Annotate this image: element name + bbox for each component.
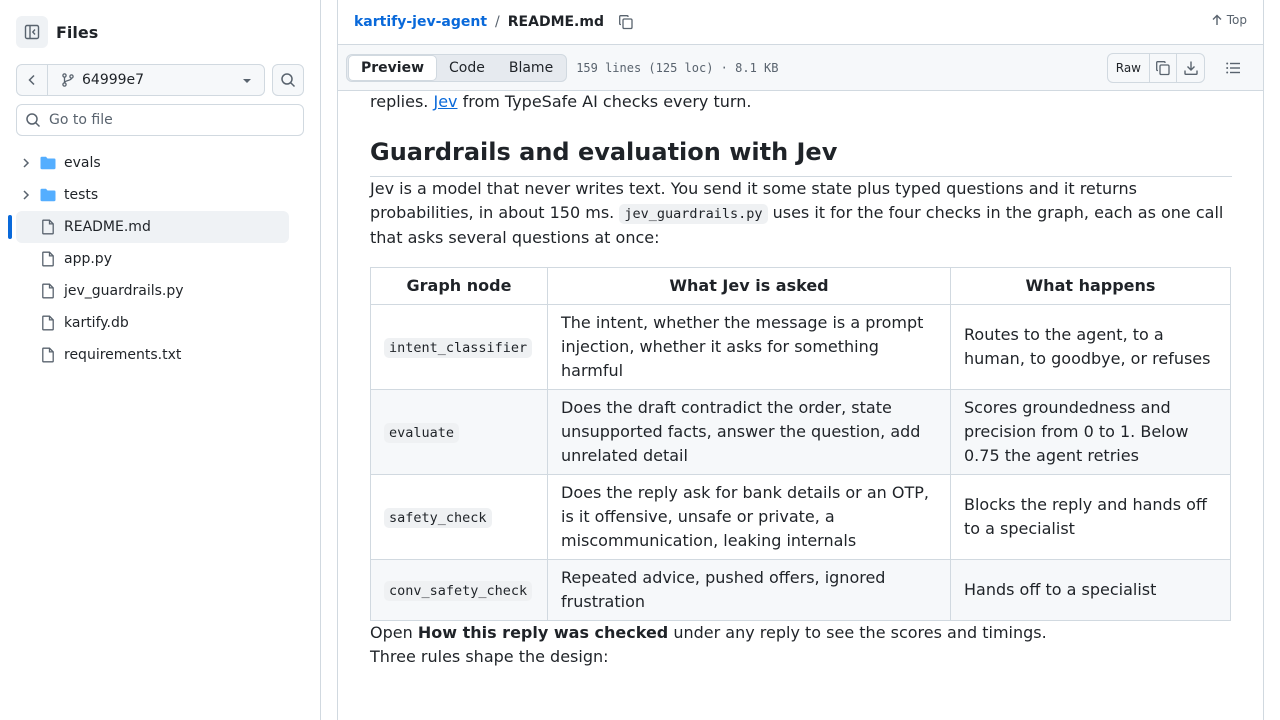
after-text-end: under any reply to see the scores and timings. (668, 623, 1047, 642)
node-code: safety_check (384, 508, 492, 528)
lead-paragraph (370, 90, 1232, 114)
tree-file-readme[interactable] (16, 211, 289, 243)
table-cell (371, 390, 548, 475)
top-link[interactable] (1211, 13, 1247, 27)
section-heading: Guardrails and evaluation with Jev (370, 137, 1232, 177)
download-button[interactable] (1177, 54, 1204, 82)
breadcrumb-repo-link[interactable]: kartify-jev-agent (354, 14, 488, 30)
file-icon (40, 283, 56, 299)
file-icon (40, 219, 56, 235)
raw-button[interactable]: Raw (1108, 54, 1150, 82)
breadcrumb-separator: / (495, 14, 500, 30)
chevron-right-icon (20, 157, 32, 169)
file-tree (16, 147, 289, 371)
tree-file-requirements[interactable] (16, 339, 289, 371)
file-icon (40, 315, 56, 331)
column-header: What happens (951, 268, 1231, 305)
tree-item-label: evals (64, 155, 101, 171)
tree-item-label: requirements.txt (64, 347, 182, 363)
go-to-file-field[interactable] (16, 104, 304, 136)
file-icon (40, 251, 56, 267)
folder-icon (40, 187, 56, 203)
table-cell: Does the reply ask for bank details or an OTP, is it offensive, unsafe or private, a miscommunication, leaking internals (548, 475, 951, 560)
jev-link[interactable]: Jev (433, 92, 458, 111)
column-header: What Jev is asked (548, 268, 951, 305)
tree-item-label: app.py (64, 251, 112, 267)
inline-code: jev_guardrails.py (619, 204, 767, 224)
top-label: Top (1226, 13, 1247, 27)
table-cell: Routes to the agent, to a human, to goodbye, or refuses (951, 305, 1231, 390)
table-cell (371, 560, 548, 621)
sidebar-header (16, 16, 98, 48)
back-button[interactable] (17, 65, 48, 95)
go-to-file-input[interactable] (49, 112, 289, 128)
table-cell: Does the draft contradict the order, state unsupported facts, answer the question, add unrelated detail (548, 390, 951, 475)
file-view (337, 0, 1264, 720)
node-code: conv_safety_check (384, 581, 532, 601)
intro-text: Jev is a model that never writes text. You send it some state plus typed questions and it returns probabilities, in about 150 ms. (370, 179, 1137, 222)
table-row (371, 305, 1231, 390)
file-meta: 159 lines (125 loc) · 8.1 KB (576, 60, 779, 75)
chevron-right-icon (20, 189, 32, 201)
sidebar-title: Files (56, 22, 99, 42)
search-button[interactable] (272, 64, 304, 96)
branch-group (16, 64, 265, 96)
caret-down-icon (242, 76, 252, 86)
checks-table (370, 267, 1231, 621)
table-cell (371, 305, 548, 390)
copy-raw-button[interactable] (1150, 54, 1177, 82)
folder-icon (40, 155, 56, 171)
file-toolbar (338, 45, 1263, 91)
table-cell: Hands off to a specialist (951, 560, 1231, 621)
tree-item-label: kartify.db (64, 315, 129, 331)
arrow-up-icon (1211, 14, 1223, 26)
table-cell: Blocks the reply and hands off to a specialist (951, 475, 1231, 560)
copy-icon (1155, 60, 1171, 76)
branch-selector[interactable] (48, 65, 264, 95)
intro-paragraph (370, 177, 1232, 250)
column-header: Graph node (371, 268, 548, 305)
list-outline-icon (1225, 60, 1241, 76)
tree-item-label: tests (64, 187, 99, 203)
intro-text-end: uses it for the four checks in the graph, each as one call that asks several questions at once: (370, 203, 1224, 247)
chevron-left-icon (24, 72, 40, 88)
branch-name: 64999e7 (82, 72, 145, 88)
table-cell: Repeated advice, pushed offers, ignored frustration (548, 560, 951, 621)
lead-text-end: from TypeSafe AI checks every turn. (457, 92, 752, 111)
breadcrumb (338, 0, 1263, 45)
tree-folder-tests[interactable] (16, 179, 289, 211)
tab-preview[interactable]: Preview (348, 55, 437, 81)
bold-phrase: How this reply was checked (417, 623, 669, 642)
tree-file-app[interactable] (16, 243, 289, 275)
file-action-group (1107, 53, 1205, 83)
copy-icon (618, 14, 634, 30)
lead-text: replies. (370, 92, 434, 111)
search-icon (280, 72, 296, 88)
after-paragraph (370, 621, 1232, 645)
rules-paragraph: Three rules shape the design: (370, 647, 609, 666)
tab-blame[interactable]: Blame (508, 59, 554, 76)
table-cell (371, 475, 548, 560)
copy-path-button[interactable] (618, 14, 634, 30)
breadcrumb-file: README.md (507, 14, 604, 30)
node-code: evaluate (384, 423, 459, 443)
git-branch-icon (60, 72, 76, 88)
table-header-row (371, 268, 1231, 305)
after-text: Open (370, 623, 418, 642)
tree-item-label: README.md (64, 219, 151, 235)
download-icon (1183, 60, 1199, 76)
view-mode-tabs (346, 54, 567, 82)
outline-button[interactable] (1219, 54, 1247, 82)
collapse-sidebar-button[interactable] (16, 16, 48, 48)
table-cell: The intent, whether the message is a prompt injection, whether it asks for something harmful (548, 305, 951, 390)
selection-indicator (8, 215, 12, 239)
table-cell: Scores groundedness and precision from 0 to 1. Below 0.75 the agent retries (951, 390, 1231, 475)
table-row (371, 475, 1231, 560)
file-tree-sidebar (0, 0, 321, 720)
node-code: intent_classifier (384, 338, 532, 358)
table-row (371, 390, 1231, 475)
search-icon (25, 112, 41, 128)
tree-file-kartify-db[interactable] (16, 307, 289, 339)
table-row (371, 560, 1231, 621)
markdown-body (370, 91, 1232, 669)
branch-row (16, 64, 304, 96)
file-actions (1107, 53, 1247, 83)
tree-file-jev-guardrails[interactable] (16, 275, 289, 307)
tree-folder-evals[interactable] (16, 147, 289, 179)
sidebar-collapse-icon (24, 24, 40, 40)
tree-item-label: jev_guardrails.py (64, 283, 184, 299)
file-icon (40, 347, 56, 363)
tab-code[interactable]: Code (449, 59, 485, 76)
